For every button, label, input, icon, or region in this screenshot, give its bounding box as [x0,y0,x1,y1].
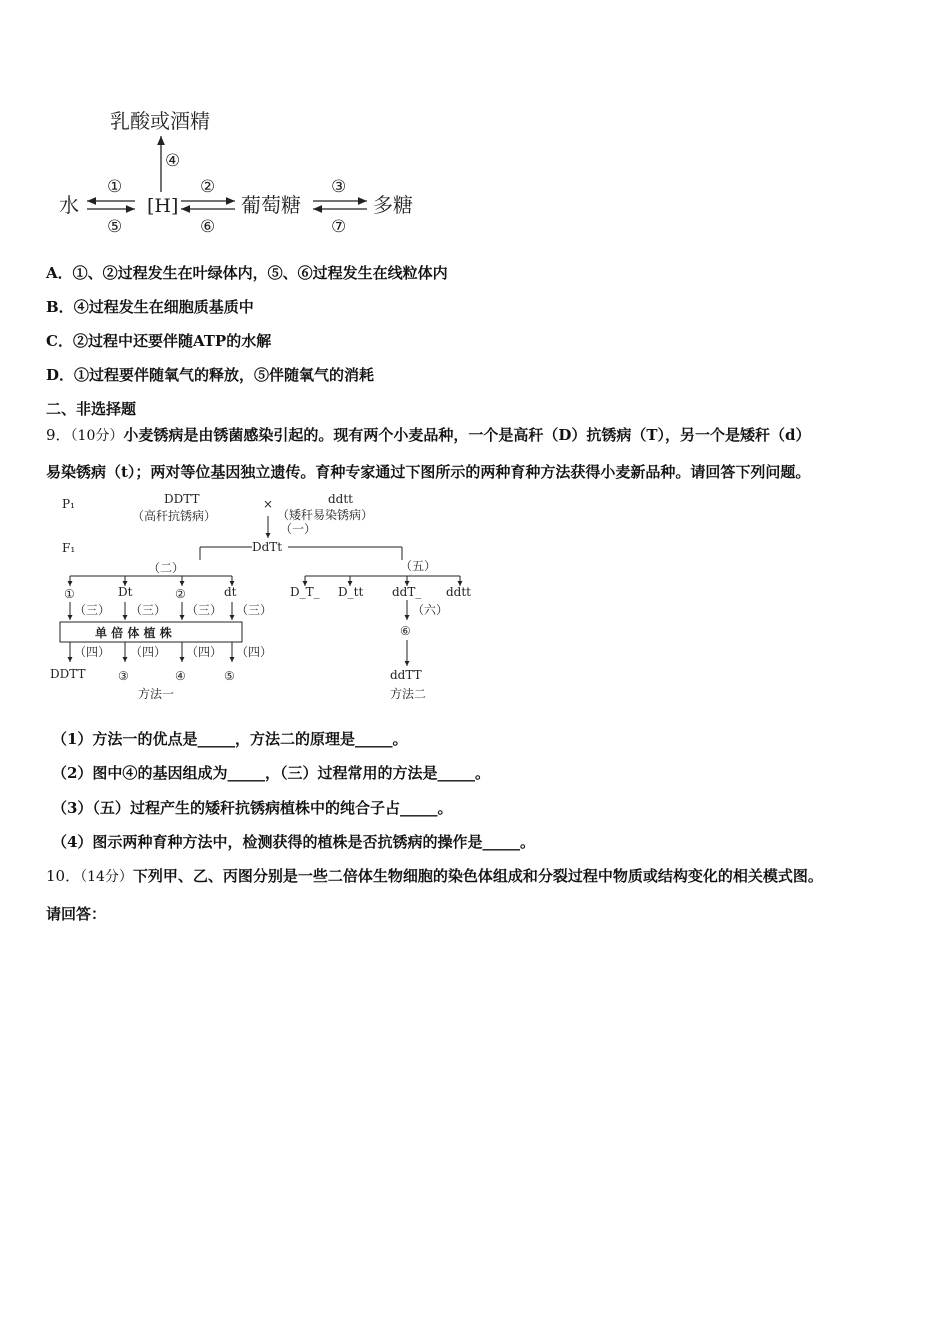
f1-genotype: DdTt [252,540,283,554]
step-2-label: ② [200,177,216,197]
f2-dd-t: ddT_ [392,585,422,599]
method2-label: 方法二 [390,687,427,701]
step-4-label: ④ [165,151,181,171]
result-3: ③ [118,669,129,683]
step3-label-3: （三） [186,603,223,617]
q9-score: （10分） [70,428,124,444]
option-a [46,262,448,283]
f2-d-tt: D_tt [338,585,364,599]
gamete-4: dt [224,585,237,599]
q9-sub2: （2）图中④的基因组成为_____，（三）过程常用的方法是_____。 [52,764,490,782]
lactate-or-alcohol-label: 乳酸或酒精 [110,109,210,133]
q9-stem-line2: 易染锈病（t）；两对等位基因独立遗传。育种专家通过下图所示的两种育种方法获得小麦新品种。请回答下列问题。 [46,463,811,481]
section-title: 二、非选择题 [46,400,137,418]
option-c-letter: C． [46,332,73,350]
q10-score: （14分） [80,869,133,885]
step3-label-4: （三） [236,603,273,617]
haploid-box-label: 单 倍 体 植 株 [95,626,172,640]
step-6-label: ⑥ [200,217,216,237]
option-d-text: ①过程要伴随氧气的释放，⑤伴随氧气的消耗 [74,366,375,384]
option-a-text: ①、②过程发生在叶绿体内，⑤、⑥过程发生在线粒体内 [72,264,448,282]
result-5: ⑤ [224,669,235,683]
option-b-text: ④过程发生在细胞质基质中 [73,298,254,316]
p-label: P₁ [62,497,75,511]
result-ddtt: DDTT [50,667,86,681]
q9-stem-text1: 小麦锈病是由锈菌感染引起的。现有两个小麦品种，一个是高秆（D）抗锈病（T），另一个是矮秆（d） [123,426,811,444]
option-d-letter: D． [46,366,75,384]
glucose-label: 葡萄糖 [241,193,301,217]
f2-d-t: D_T_ [290,585,320,599]
step6-label: （六） [412,603,449,617]
gamete-3: ② [175,587,186,601]
parent1-genotype: DDTT [164,492,200,506]
step-7-label: ⑦ [331,217,347,237]
step4-label-1: （四） [74,645,111,659]
step3-label-2: （三） [130,603,167,617]
q10-stem-line2: 请回答： [46,905,107,923]
q10-stem-text1: 下列甲、乙、丙图分别是一些二倍体生物细胞的染色体组成和分裂过程中物质或结构变化的相关模式图。 [132,867,823,885]
option-a-letter: A． [46,264,73,282]
step4-label-3: （四） [186,645,223,659]
parent1-desc: （高秆抗锈病） [132,509,217,523]
option-b-letter: B． [46,298,74,316]
q10-stem-line1 [46,865,823,886]
q9-sub1: （1）方法一的优点是_____，方法二的原理是_____。 [52,730,408,748]
step4-label-2: （四） [130,645,167,659]
breeding-diagram [40,490,490,705]
option-c [46,330,271,351]
cross-sign: × [263,497,274,511]
step3-label-1: （三） [74,603,111,617]
f-label: F₁ [62,541,76,555]
q9-stem-line1 [46,424,811,445]
f2-ddtt: ddtt [446,585,472,599]
option-c-text: ②过程中还要伴随ATP的水解 [72,332,272,350]
step5-label: （五） [400,559,437,573]
polysaccharide-label: 多糖 [373,193,413,217]
h-label: [H] [147,195,179,217]
q9-sub3: （3）（五）过程产生的矮秆抗锈病植株中的纯合子占_____。 [52,799,453,817]
gamete-2: Dt [118,585,133,599]
step-5-label: ⑤ [107,217,123,237]
step1-label: （一） [280,522,317,536]
step-3-label: ③ [331,177,347,197]
result-4: ④ [175,669,186,683]
q10-number: 10． [46,867,81,885]
step-1-label: ① [107,177,123,197]
q9-sub4: （4）图示两种育种方法中，检测获得的植株是否抗锈病的操作是_____。 [52,833,535,851]
step2-label: （二） [148,561,185,575]
option-b [46,296,254,317]
q9-number: 9． [46,426,71,444]
method1-label: 方法一 [138,687,175,701]
gamete-1: ① [64,587,75,601]
final-genotype: ddTT [390,668,422,682]
step4-label-4: （四） [236,645,273,659]
option-d [46,364,374,385]
parent2-genotype: ddtt [328,492,354,506]
water-label: 水 [59,193,79,217]
metabolism-diagram [55,100,435,240]
result-6: ⑥ [400,624,411,638]
parent2-desc: （矮秆易染锈病） [277,508,374,522]
